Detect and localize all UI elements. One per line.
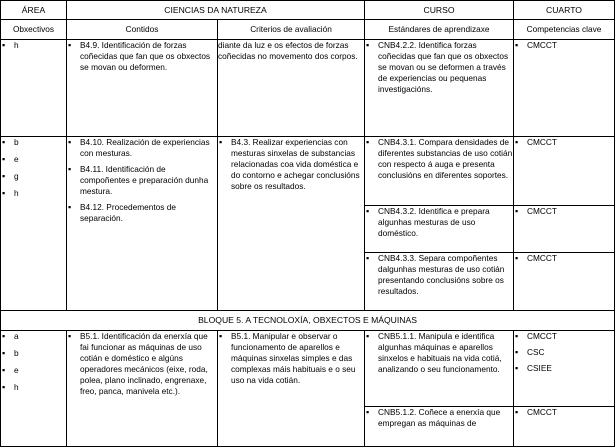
criteria-cell <box>218 40 365 137</box>
standards-cell <box>365 331 514 407</box>
standards-cell <box>365 137 514 206</box>
standards-cell <box>365 253 514 311</box>
competence-item: ▪ CMCCT <box>514 253 614 264</box>
objective-item: ▪ e <box>1 154 66 165</box>
content-item: ▪ B4.11. Identificación de compoñentes e preparación dunha mestura. <box>67 164 217 197</box>
column-header-objectives: Obxectivos <box>1 20 67 40</box>
subject-title: CIENCIAS DA NATUREZA <box>67 1 365 20</box>
content-item: ▪ B5.1. Identificación da enerxía que fai funcionar as máquinas de uso cotián e doméstico e algúns operadores mecánicos (eixe, roda, polea, plano inclinado, engrenaxe, freo, panca, manivela etc.). <box>67 331 217 397</box>
objective-item: ▪ h <box>1 382 66 393</box>
competences-cell <box>514 137 615 206</box>
competence-item: ▪ CMCCT <box>514 407 614 418</box>
competences-cell <box>514 206 615 253</box>
contents-cell <box>67 137 218 311</box>
table-row <box>1 40 615 137</box>
criteria-item: ▪ B5.1. Manipular e observar o funcionamento de aparellos e máquinas sinxelas simples e das complexas máis habituais e o seu uso na vida cotián. <box>218 331 364 386</box>
objective-item: ▪ h <box>1 40 66 51</box>
standards-cell <box>365 40 514 137</box>
table-row <box>1 331 615 407</box>
objective-item: ▪ g <box>1 171 66 182</box>
competence-item: ▪ CMCCT <box>514 40 614 51</box>
column-header-criteria: Criterios de avaliación <box>218 20 365 40</box>
standard-item: ▪ CNB4.3.2. Identifica e prepara algunhas mesturas de uso doméstico. <box>365 206 513 239</box>
competence-item: ▪ CMCCT <box>514 206 614 217</box>
competence-item: ▪ CMCCT <box>514 331 614 342</box>
contents-cell <box>67 40 218 137</box>
table-header-row <box>1 1 615 20</box>
column-header-contents: Contidos <box>67 20 218 40</box>
objective-item: ▪ e <box>1 365 66 376</box>
block-title: BLOQUE 5. A TECNOLOXÍA, OBXECTOS E MÁQUINAS <box>1 311 615 331</box>
content-item: ▪ B4.9. Identificación de forzas coñecidas que fan que os obxectos se movan ou deformen. <box>67 40 217 73</box>
competence-item: ▪ CSIEE <box>514 363 614 374</box>
objectives-cell <box>1 40 67 137</box>
objective-item: ▪ a <box>1 331 66 342</box>
course-label: CURSO <box>365 1 514 20</box>
competence-item: ▪ CSC <box>514 347 614 358</box>
standard-item: ▪ CNB4.3.1. Compara densidades de diferentes substancias de uso cotián con respecto á auga e presenta conclusións en diferentes soportes. <box>365 137 513 181</box>
criteria-cell <box>218 137 365 311</box>
objective-item: ▪ b <box>1 137 66 148</box>
objectives-cell <box>1 331 67 447</box>
competences-cell <box>514 40 615 137</box>
course-value: CUARTO <box>514 1 615 20</box>
competences-cell <box>514 407 615 447</box>
objectives-cell <box>1 137 67 311</box>
column-header-standards: Estándares de aprendizaxe <box>365 20 514 40</box>
standard-item: ▪ CNB4.3.3. Separa compoñentes dalgunhas mesturas de uso cotián presentando conclusións sobre os resultados. <box>365 253 513 297</box>
standard-item: ▪ CNB5.1.1. Manipula e identifica algunhas máquinas e aparellos sinxelos e habituais na vida cotiá, analizando o seu funcionamento. <box>365 331 513 375</box>
content-item: ▪ B4.10. Realización de experiencias con mesturas. <box>67 137 217 159</box>
objective-item: ▪ h <box>1 188 66 199</box>
standards-cell <box>365 407 514 447</box>
standard-item: ▪ CNB4.2.2. Identifica forzas coñecidas que fan que os obxectos se movan ou se deformen a través de experiencias ou pequenas investigacións. <box>365 40 513 95</box>
area-label: ÁREA <box>1 1 67 20</box>
competences-cell <box>514 331 615 407</box>
standard-item: ▪ CNB5.1.2. Coñece a enerxía que empregan as máquinas de <box>365 407 513 429</box>
table-row <box>1 137 615 206</box>
competence-item: ▪ CMCCT <box>514 137 614 148</box>
contents-cell <box>67 331 218 447</box>
objective-item: ▪ b <box>1 348 66 359</box>
criteria-text: diante da luz e os efectos de forzas coñecidas no movemento dos corpos. <box>218 40 358 61</box>
criteria-item: ▪ B4.3. Realizar experiencias con mesturas sinxelas de substancias relacionadas coa vida doméstica e do contorno e achegar conclusións sobre os resultados. <box>218 137 364 192</box>
column-header-competences: Competencias clave <box>514 20 615 40</box>
block-title-row <box>1 311 615 331</box>
content-item: ▪ B4.12. Procedementos de separación. <box>67 202 217 224</box>
standards-cell <box>365 206 514 253</box>
competences-cell <box>514 253 615 311</box>
column-header-row <box>1 20 615 40</box>
criteria-cell <box>218 331 365 447</box>
